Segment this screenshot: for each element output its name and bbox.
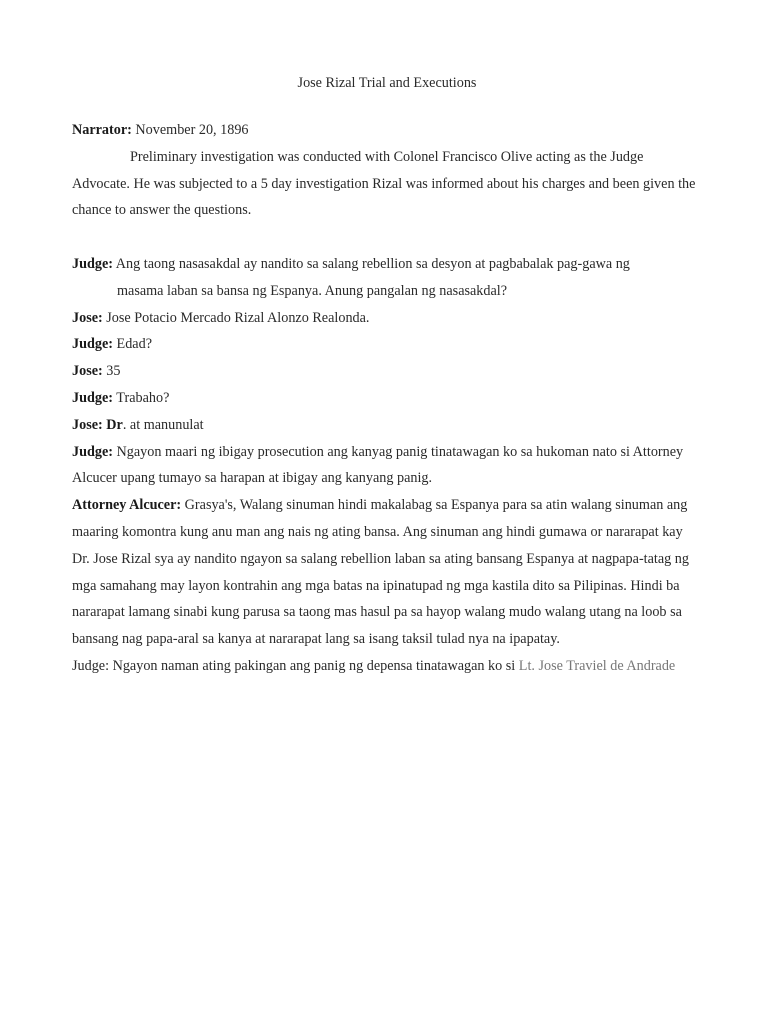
dialogue-text: Trabaho?: [116, 389, 170, 406]
narrator-paragraph: Preliminary investigation was conducted with Colonel Francisco Olive acting as the Judge Advocate. He was subjected to a 5 day investigation Rizal was informed about his charges and been given the chance to answer the questions.: [72, 148, 696, 219]
speaker-label-plain: Judge:: [72, 657, 110, 674]
dialogue-text: Ngayon naman ating pakingan ang panig ng depensa tinatawagan ko si: [112, 657, 516, 674]
dialogue-muted-text: Lt. Jose Traviel de Andrade: [518, 657, 676, 674]
document-page: [72, 0, 702, 1024]
speaker-label: Judge:: [72, 336, 113, 353]
speaker-label: Jose:: [72, 363, 103, 380]
dialogue-line: [72, 653, 702, 680]
dialogue-line: [72, 385, 702, 412]
speaker-label: Attorney Alcucer:: [72, 497, 182, 514]
dialogue-text: . at manunulat: [122, 416, 204, 433]
dialogue-line: [72, 358, 702, 385]
speaker-label: Narrator:: [72, 122, 132, 138]
dialogue-bold-text: Dr: [106, 416, 123, 433]
dialogue-text: Edad?: [116, 336, 152, 353]
dialogue-text: Grasya's, Walang sinuman hindi makalabag sa Espanya para sa atin walang sinuman ang maaring komontra kung anu man ang nais ng ating bansa. Ang sinuman ang hindi gumawa or nararapat kay Dr. Jose Rizal sya ay nandito ngayon sa salang rebellion laban sa ating bansang Espanya at nagpapa-tatag ng mga samahang may layon kontrahin ang mga batas na ipinatupad ng mga kastila dito sa Pilipinas. Hindi ba nararapat lamang sinabi kung parusa sa taong mas hasul pa sa hayop walang mudo walang utang na loob sa bansang nag papa-aral sa kanya at nararapat lang sa isang taksil tulad nya na ipapatay.: [72, 497, 689, 648]
dialogue-text: 35: [106, 363, 121, 380]
speaker-label: Judge:: [72, 389, 113, 406]
dialogue-line: [72, 331, 702, 358]
document-title: Jose Rizal Trial and Executions: [297, 75, 477, 91]
speaker-label: Jose:: [72, 416, 103, 433]
dialogue-text: Ang taong nasasakdal ay nandito sa salang rebellion sa desyon at pagbabalak pag-gawa ng: [115, 255, 630, 272]
dialogue-line: [72, 251, 702, 278]
dialogue-line: [72, 412, 702, 439]
document-body: [72, 117, 702, 680]
paragraph-gap: [72, 224, 702, 251]
dialogue-continuation: masama laban sa bansa ng Espanya. Anung pangalan ng nasasakdal?: [117, 282, 508, 299]
dialogue-line: [72, 439, 702, 493]
speaker-label: Judge:: [72, 255, 113, 272]
dialogue-text: Jose Potacio Mercado Rizal Alonzo Realonda.: [106, 309, 370, 326]
narrator-line: [72, 117, 702, 144]
dialogue-text: Ngayon maari ng ibigay prosecution ang kanyag panig tinatawagan ko sa hukoman nato si Attorney Alcucer upang tumayo sa harapan at ibigay ang kanyang panig.: [72, 443, 684, 487]
dialogue-line: [72, 305, 702, 332]
speaker-label: Judge:: [72, 443, 113, 460]
dialogue-line: [72, 492, 702, 653]
narrator-date: November 20, 1896: [135, 122, 249, 138]
speaker-label: Jose:: [72, 309, 103, 326]
